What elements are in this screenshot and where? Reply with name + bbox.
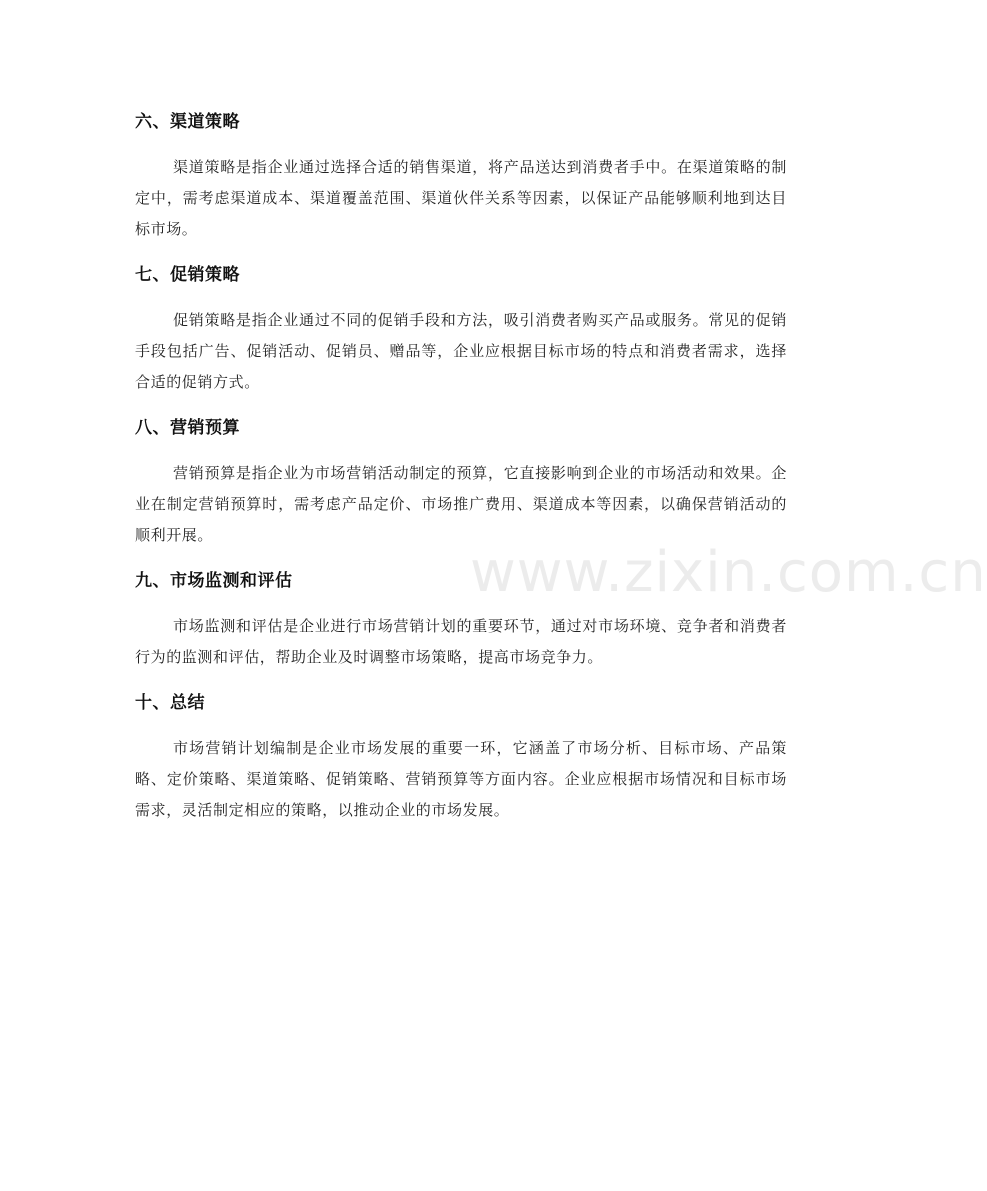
section-heading: 十、总结 <box>135 693 205 713</box>
section-paragraph: 营销预算是指企业为市场营销活动制定的预算，它直接影响到企业的市场活动和效果。企业在制定营销预算时，需考虑产品定价、市场推广费用、渠道成本等因素，以确保营销活动的顺利开展。 <box>135 464 787 544</box>
section-paragraph: 市场监测和评估是企业进行市场营销计划的重要环节，通过对市场环境、竞争者和消费者行为的监测和评估，帮助企业及时调整市场策略，提高市场竞争力。 <box>135 617 787 666</box>
section-paragraph: 渠道策略是指企业通过选择合适的销售渠道，将产品送达到消费者手中。在渠道策略的制定中，需考虑渠道成本、渠道覆盖范围、渠道伙伴关系等因素，以保证产品能够顺利地到达目标市场。 <box>135 158 787 238</box>
section-promotion-strategy <box>135 261 787 398</box>
section-heading: 七、促销策略 <box>135 265 240 285</box>
section-marketing-budget <box>135 414 787 551</box>
watermark: www.zixin.com.cn <box>470 540 987 605</box>
section-paragraph: 促销策略是指企业通过不同的促销手段和方法，吸引消费者购买产品或服务。常见的促销手段包括广告、促销活动、促销员、赠品等，企业应根据目标市场的特点和消费者需求，选择合适的促销方式。 <box>135 311 787 391</box>
section-paragraph: 市场营销计划编制是企业市场发展的重要一环，它涵盖了市场分析、目标市场、产品策略、定价策略、渠道策略、促销策略、营销预算等方面内容。企业应根据市场情况和目标市场需求，灵活制定相应的策略，以推动企业的市场发展。 <box>135 739 787 819</box>
section-market-monitoring <box>135 567 787 673</box>
section-heading: 六、渠道策略 <box>135 112 240 132</box>
section-channel-strategy <box>135 108 787 245</box>
section-heading: 九、市场监测和评估 <box>135 571 293 591</box>
document-content <box>135 108 787 842</box>
section-summary <box>135 689 787 826</box>
section-heading: 八、营销预算 <box>135 418 240 438</box>
